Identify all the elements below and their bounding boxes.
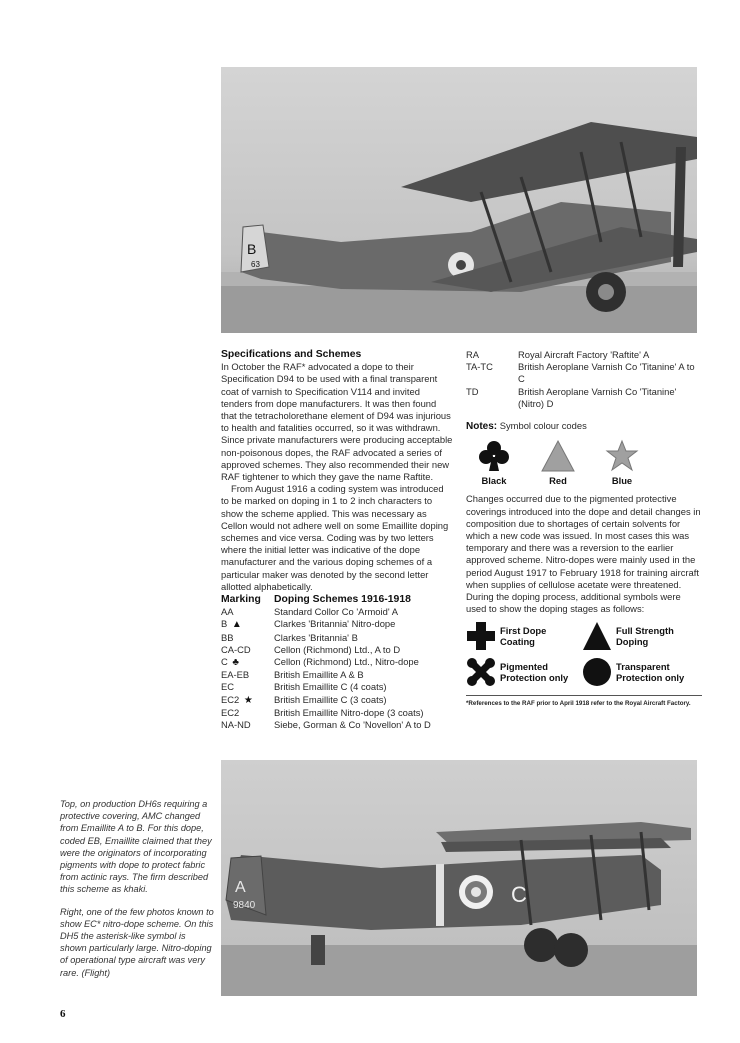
top-photo-serial: 63 — [251, 260, 260, 269]
scheme-cell: Royal Aircraft Factory 'Raftite' A — [518, 349, 650, 360]
marking-cell: BB — [221, 631, 234, 643]
top-photo-marking: B — [247, 241, 257, 257]
stage-label: Transparent — [616, 661, 670, 673]
triangle-symbol-icon: ▲ — [231, 619, 242, 631]
notes-label: Notes: — [466, 421, 498, 433]
marking-cell: B — [221, 618, 228, 630]
scheme-cell: Standard Collor Co 'Armoid' A — [274, 606, 398, 618]
footnote: *References to the RAF prior to April 1918 refer to the Royal Aircraft Factory. — [466, 700, 691, 708]
scheme-cell: British Emaillite Nitro-dope (3 coats) — [274, 706, 424, 718]
star-icon — [605, 439, 639, 473]
symbol-blue-label: Blue — [611, 475, 633, 487]
stage-label: Coating — [500, 636, 535, 648]
table-row — [221, 681, 453, 693]
left-text-column — [221, 349, 453, 731]
stage-label: Pigmented — [500, 661, 548, 673]
scheme-cell: Cellon (Richmond) Ltd., A to D — [274, 643, 401, 655]
scheme-cell: British Emaillite C (4 coats) — [274, 681, 387, 693]
scheme-cell: Clarkes 'Britannia' B — [274, 631, 358, 643]
table-row — [221, 719, 453, 731]
stage-label: Full Strength — [616, 625, 674, 637]
table-row — [466, 361, 702, 385]
table-row — [221, 694, 453, 707]
table-row — [221, 618, 453, 631]
doping-table — [221, 606, 453, 731]
table-row — [221, 644, 453, 656]
symbol-colour-codes — [466, 439, 702, 487]
doping-table-header — [221, 594, 453, 606]
table-row — [221, 656, 453, 669]
scheme-cell: British Emaillite C (3 coats) — [274, 693, 387, 705]
table-row — [466, 386, 702, 410]
stage-label: Protection only — [500, 672, 569, 684]
marking-cell: TD — [466, 385, 479, 397]
doping-schemes-column-header: Doping Schemes 1916-1918 — [274, 594, 411, 606]
notes — [466, 420, 702, 433]
marking-column-header: Marking — [221, 594, 261, 606]
table-row — [221, 632, 453, 644]
bottom-photo — [221, 760, 697, 996]
marking-cell: EC2 — [221, 706, 240, 718]
club-symbol-icon: ♣ — [232, 657, 239, 669]
circle-icon — [582, 657, 612, 687]
doping-table-continued — [466, 349, 702, 410]
stage-pigmented — [466, 657, 582, 687]
page-number: 6 — [60, 1008, 66, 1020]
stage-label: First Dope — [500, 625, 547, 637]
triangle-icon — [582, 621, 612, 651]
saltire-icon — [466, 657, 496, 687]
right-text-column — [466, 349, 702, 708]
marking-cell: C — [221, 656, 228, 668]
marking-cell: EA-EB — [221, 669, 250, 681]
star-symbol-icon: ★ — [243, 694, 253, 706]
stage-transparent — [582, 657, 702, 687]
photo-caption — [60, 798, 214, 989]
caption-right: Right, one of the few photos known to show EC* nitro-dope scheme. On this DH5 the asterisk-like symbol is shown particularly large. Nitro-doping of operational type aircraft was very rare. (Flight) — [60, 906, 214, 978]
cross-icon — [466, 621, 496, 651]
scheme-cell: British Aeroplane Varnish Co 'Titanine' (Nitro) D — [518, 385, 677, 409]
symbol-black — [466, 439, 522, 487]
bottom-photo-letter: A — [235, 879, 246, 896]
scheme-cell: Cellon (Richmond) Ltd., Nitro-dope — [274, 656, 419, 668]
notes-text: Symbol colour codes — [499, 420, 587, 432]
table-row — [221, 707, 453, 719]
table-row — [466, 349, 702, 361]
section-title: Specifications and Schemes — [221, 349, 362, 360]
marking-cell: EC — [221, 681, 235, 693]
symbol-red-label: Red — [549, 475, 567, 487]
table-row — [221, 669, 453, 681]
stage-label: Doping — [616, 636, 649, 648]
scheme-cell: Clarkes 'Britannia' Nitro-dope — [274, 618, 396, 630]
caption-top: Top, on production DH6s requiring a protective covering, AMC changed from Emaillite A to B. For this dope, coded EB, Emaillite claimed that they were the originators of incorporating pigments with dope to protect fabric from actinic rays. The firm described this scheme as khaki. — [60, 799, 212, 895]
scheme-cell: British Emaillite A & B — [274, 669, 364, 681]
stage-full-strength — [582, 621, 702, 651]
coding-paragraph: From August 1916 a coding system was introduced to be marked on doping in 1 to 2 inch characters to show the scheme applied. This was necessary as Cellon would not adhere well on some Emaillite doping schemes and vice versa. Coding was by two letters where the initial letter was indicative of the dope manufacturer and the various doping schemes of a particular maker was denoted by the second letter allotted alphabetically. — [221, 483, 449, 592]
symbol-blue — [594, 439, 650, 487]
marking-cell: RA — [466, 349, 480, 360]
intro-paragraph: In October the RAF* advocated a dope to their Specification D94 to be used with a final transparent coat of varnish to Specification V114 and invited tenders from dope manufacturers. It was then found that the tetracholorethane element of D94 was injurious to health and fatalities occurred, so it was withdrawn. Since private manufacturers were producing acceptable non-poisonous dopes, the RAF advocated a series of approved schemes. They also recommended their new RAF tightener to which they gave the name Raftite. — [221, 361, 453, 483]
stage-label: Protection only — [616, 672, 685, 684]
bottom-photo-roundel-letter: C — [511, 882, 527, 907]
changes-paragraph: Changes occurred due to the pigmented protective coverings introduced into the dope and detail changes in composition due to shortages of certain solvents for which a new code was issued. In most cases this was temporary and there was a reversion to the earlier approved scheme. Nitro-dopes were mainly used in the period August 1917 to February 1918 for training aircraft when supplies of cellulose acetate were threatened. During the doping process, additional symbols were used to show the doping stages as follows: — [466, 493, 701, 615]
marking-cell: AA — [221, 606, 234, 618]
table-row — [221, 606, 453, 618]
triangle-icon — [541, 439, 575, 473]
club-icon — [477, 439, 511, 473]
marking-cell: NA-ND — [221, 719, 251, 731]
divider — [466, 695, 702, 696]
doping-stages — [466, 621, 702, 687]
scheme-cell: Siebe, Gorman & Co 'Novellon' A to D — [274, 719, 431, 731]
symbol-black-label: Black — [481, 475, 507, 487]
bottom-photo-serial: 9840 — [233, 900, 256, 911]
marking-cell: CA-CD — [221, 643, 251, 655]
marking-cell: TA-TC — [466, 361, 493, 373]
marking-cell: EC2 — [221, 693, 240, 705]
scheme-cell: British Aeroplane Varnish Co 'Titanine' A to C — [518, 361, 695, 385]
stage-first-dope — [466, 621, 582, 651]
symbol-red — [530, 439, 586, 487]
top-photo — [221, 67, 697, 333]
